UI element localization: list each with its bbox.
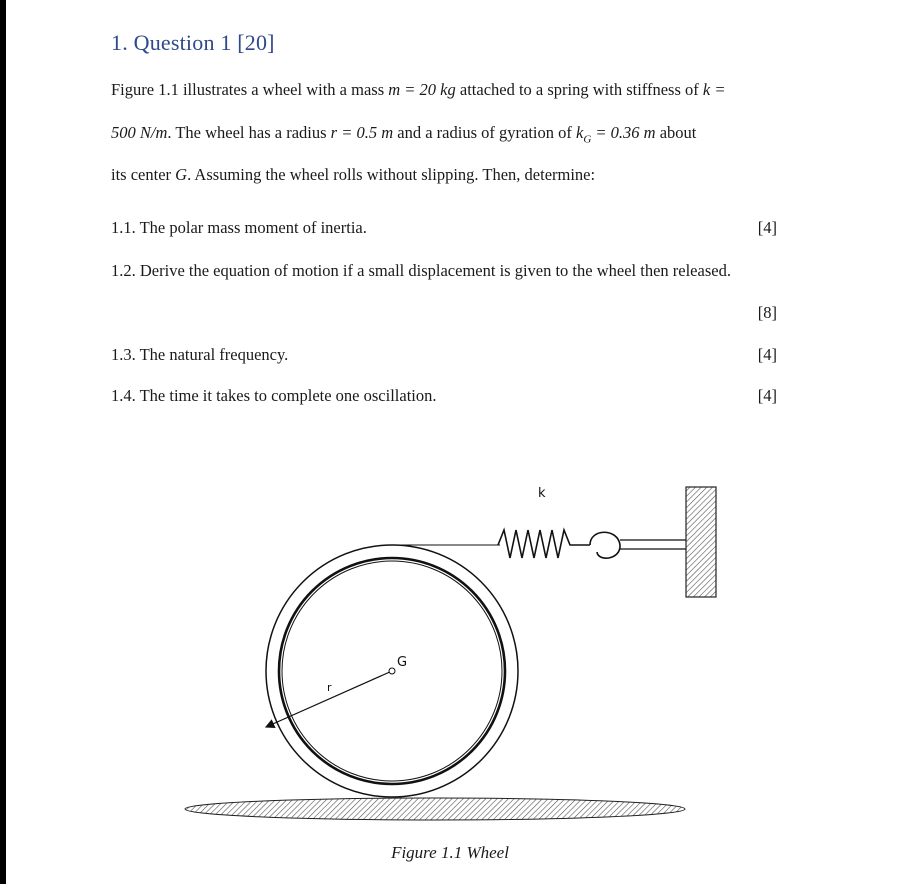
marks-badge: [4]: [757, 345, 777, 364]
marks-badge: [4]: [757, 218, 777, 237]
stiffness-symbol: k =: [702, 80, 726, 99]
marks-badge: [4]: [757, 386, 777, 405]
fixed-wall: [686, 487, 716, 597]
center-label: G: [397, 655, 408, 670]
spring: [498, 530, 590, 558]
mass-value: m = 20 kg: [388, 80, 456, 99]
intro-line-1: Figure 1.1 illustrates a wheel with a mass m = 20 kg attached to a spring with stiffness of k =: [111, 80, 726, 99]
ground-surface: [185, 798, 685, 820]
stiffness-value: 500 N/m: [111, 123, 168, 142]
sub-question-1-1: 1.1. The polar mass moment of inertia. [4]: [111, 218, 777, 237]
gyration-value: = 0.36 m: [591, 123, 656, 142]
center-point: [389, 668, 395, 674]
sub-question-1-3: 1.3. The natural frequency. [4]: [111, 345, 777, 364]
radius-label: r: [327, 681, 332, 694]
figure-caption: Figure 1.1 Wheel: [391, 843, 509, 862]
spring-hook: [590, 532, 620, 558]
marks-badge: [8]: [757, 303, 777, 322]
sub-question-1-2: 1.2. Derive the equation of motion if a small displacement is given to the wheel then released.: [111, 261, 731, 280]
intro-line-3: its center G. Assuming the wheel rolls without slipping. Then, determine:: [111, 165, 596, 184]
gyration-symbol: k: [575, 123, 584, 142]
spring-label: k: [538, 486, 546, 501]
radius-value: r = 0.5 m: [330, 123, 394, 142]
sub-question-1-4: 1.4. The time it takes to complete one oscillation. [4]: [111, 386, 777, 405]
question-heading: 1. Question 1 [20]: [111, 30, 275, 55]
intro-line-2: 500 N/m. The wheel has a radius r = 0.5 m and a radius of gyration of $k_G = 0.36$ m about: [111, 123, 697, 146]
